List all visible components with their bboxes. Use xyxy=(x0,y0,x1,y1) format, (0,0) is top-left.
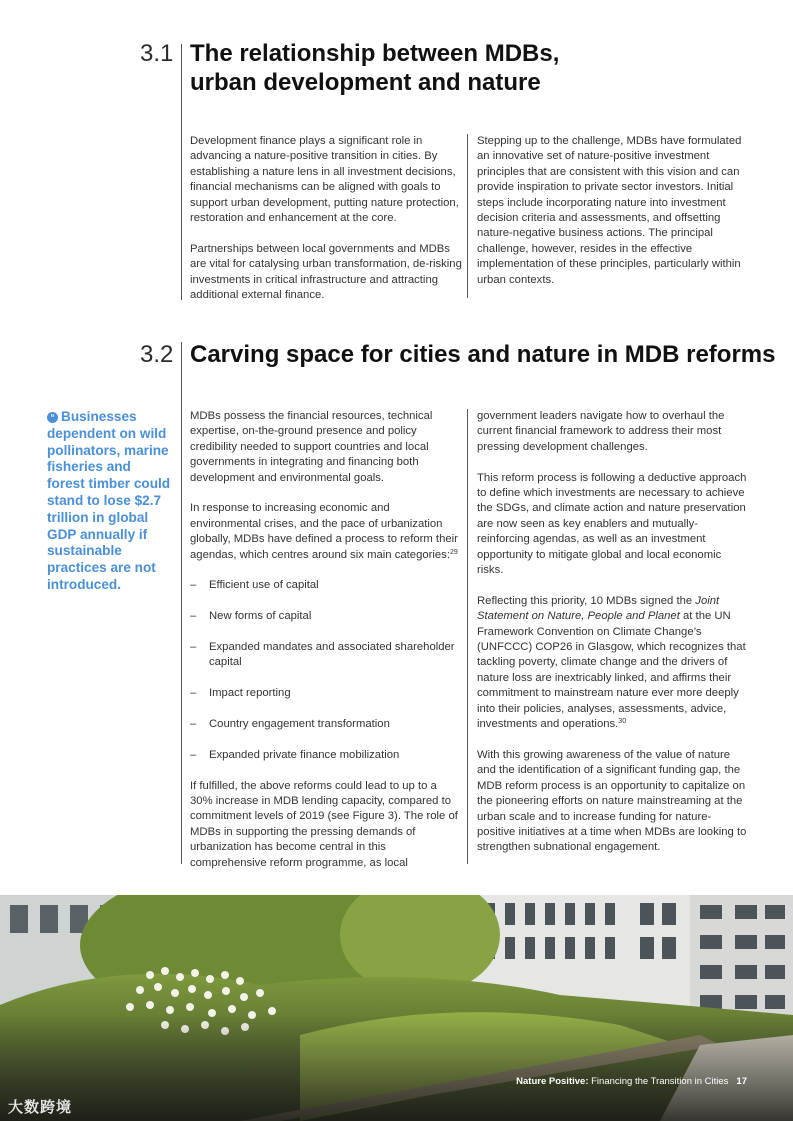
pull-quote-text: Businesses dependent on wild pollinators, marine fisheries and forest timber could stand to lose $2.7 trillion in global GDP annually if sustainable practices are not introduced. xyxy=(47,409,171,592)
paragraph-text: at the UN Framework Convention on Climate Change’s (UNFCCC) COP26 in Glasgow, which recognizes that tackling poverty, climate change and the drivers of nature loss are inextricably linked, and affirms their commitment to mainstream nature ever more deeply into their policies, analyses, assessments, advice, investments and operations. xyxy=(477,610,746,731)
section-divider xyxy=(181,44,182,300)
list-item: – Country engagement transformation xyxy=(190,717,462,732)
list-item: – Efficient use of capital xyxy=(190,578,462,593)
paragraph: If fulfilled, the above reforms could lead to up to a 30% increase in MDB lending capacity, compared to commitment levels of 2019 (see Figure 3). The role of MDBs in supporting the pressing demands of urbanization has become central in this comprehensive reform programme, as local xyxy=(190,779,458,869)
column-divider xyxy=(467,134,468,298)
reform-categories-list xyxy=(190,578,462,763)
paragraph: government leaders navigate how to overhaul the current financial framework to address their most pressing development challenges. xyxy=(477,410,725,453)
paragraph: Development finance plays a significant role in advancing a nature-positive transition in cities. By establishing a nature lens in all investment decisions, financial mechanisms can be aligned with goals to support urban development, putting nature protection, restoration and enhancement at the core. xyxy=(190,135,459,225)
list-item: – Impact reporting xyxy=(190,686,462,701)
section2-column-right xyxy=(477,409,749,856)
paragraph xyxy=(477,594,749,733)
footnote-ref: 30 xyxy=(618,718,627,726)
urban-garden-photo xyxy=(0,895,793,1121)
list-item: – Expanded mandates and associated shareholder capital xyxy=(190,640,462,671)
paragraph-text: In response to increasing economic and environmental crises, and the pace of urbanization globally, MDBs have defined a process to reform their agendas, which centres around six main categories: xyxy=(190,502,458,561)
document-title: Joint Statement on Nature, People and Planet xyxy=(477,594,720,623)
section1-column-right xyxy=(477,134,749,288)
section-number: 3.1 xyxy=(140,40,174,67)
section-title xyxy=(190,39,559,97)
list-item: – Expanded private finance mobilization xyxy=(190,748,462,763)
paragraph: MDBs possess the financial resources, technical expertise, on-the-ground presence and policy credibility needed to support countries and local governments in integrating and financing both development and environmental goals. xyxy=(190,410,433,484)
section-title-line: The relationship between MDBs, xyxy=(190,40,560,67)
page-number: 17 xyxy=(736,1076,747,1087)
paragraph: Partnerships between local governments and MDBs are vital for catalysing urban transformation, de-risking investments in critical infrastructure and attracting additional external finance. xyxy=(190,242,462,302)
section-title-line: urban development and nature xyxy=(190,69,541,96)
paragraph: Stepping up to the challenge, MDBs have formulated an innovative set of nature-positive investment principles that are consistent with this vision and can provide inspiration to private sector investors. Initial steps include incorporating nature into investment decision criteria and assessments, and offsetting nature-negative business actions. The principal challenge, however, resides in the effective implementation of these principles, particularly within urban contexts. xyxy=(477,135,742,286)
list-item: – New forms of capital xyxy=(190,609,462,624)
paragraph: This reform process is following a deductive approach to define which investments are necessary to achieve the SDGs, and climate action and nature preservation are now seen as key enablers and mutually-reinforcing agendas, as well as an investment opportunity to mitigate global and local economic risks. xyxy=(477,471,747,577)
paragraph: With this growing awareness of the value of nature and the identification of a significant funding gap, the MDB reform process is an opportunity to capitalize on the pioneering efforts on nature mainstreaming at the urban scale and to increase funding for nature-positive initiatives at a time when MDBs are looking to strengthen subnational engagement. xyxy=(477,748,747,854)
section-number: 3.2 xyxy=(140,341,174,368)
section-title: Carving space for cities and nature in MDB reforms xyxy=(190,341,776,368)
watermark: 大数跨境 xyxy=(8,1099,73,1116)
footer-brand: Nature Positive: xyxy=(516,1076,589,1087)
footnote-ref: 29 xyxy=(449,548,458,556)
footer-subtitle: Financing the Transition in Cities xyxy=(588,1076,729,1087)
paragraph xyxy=(190,501,462,563)
paragraph-text: Reflecting this priority, 10 MDBs signed the xyxy=(477,594,696,607)
pull-quote xyxy=(47,409,172,594)
quote-mark-icon: “ xyxy=(47,412,58,423)
column-divider xyxy=(467,409,468,864)
section-divider xyxy=(181,342,182,864)
section2-column-left xyxy=(190,409,462,871)
section1-column-left xyxy=(190,134,462,303)
page-footer xyxy=(516,1076,747,1087)
